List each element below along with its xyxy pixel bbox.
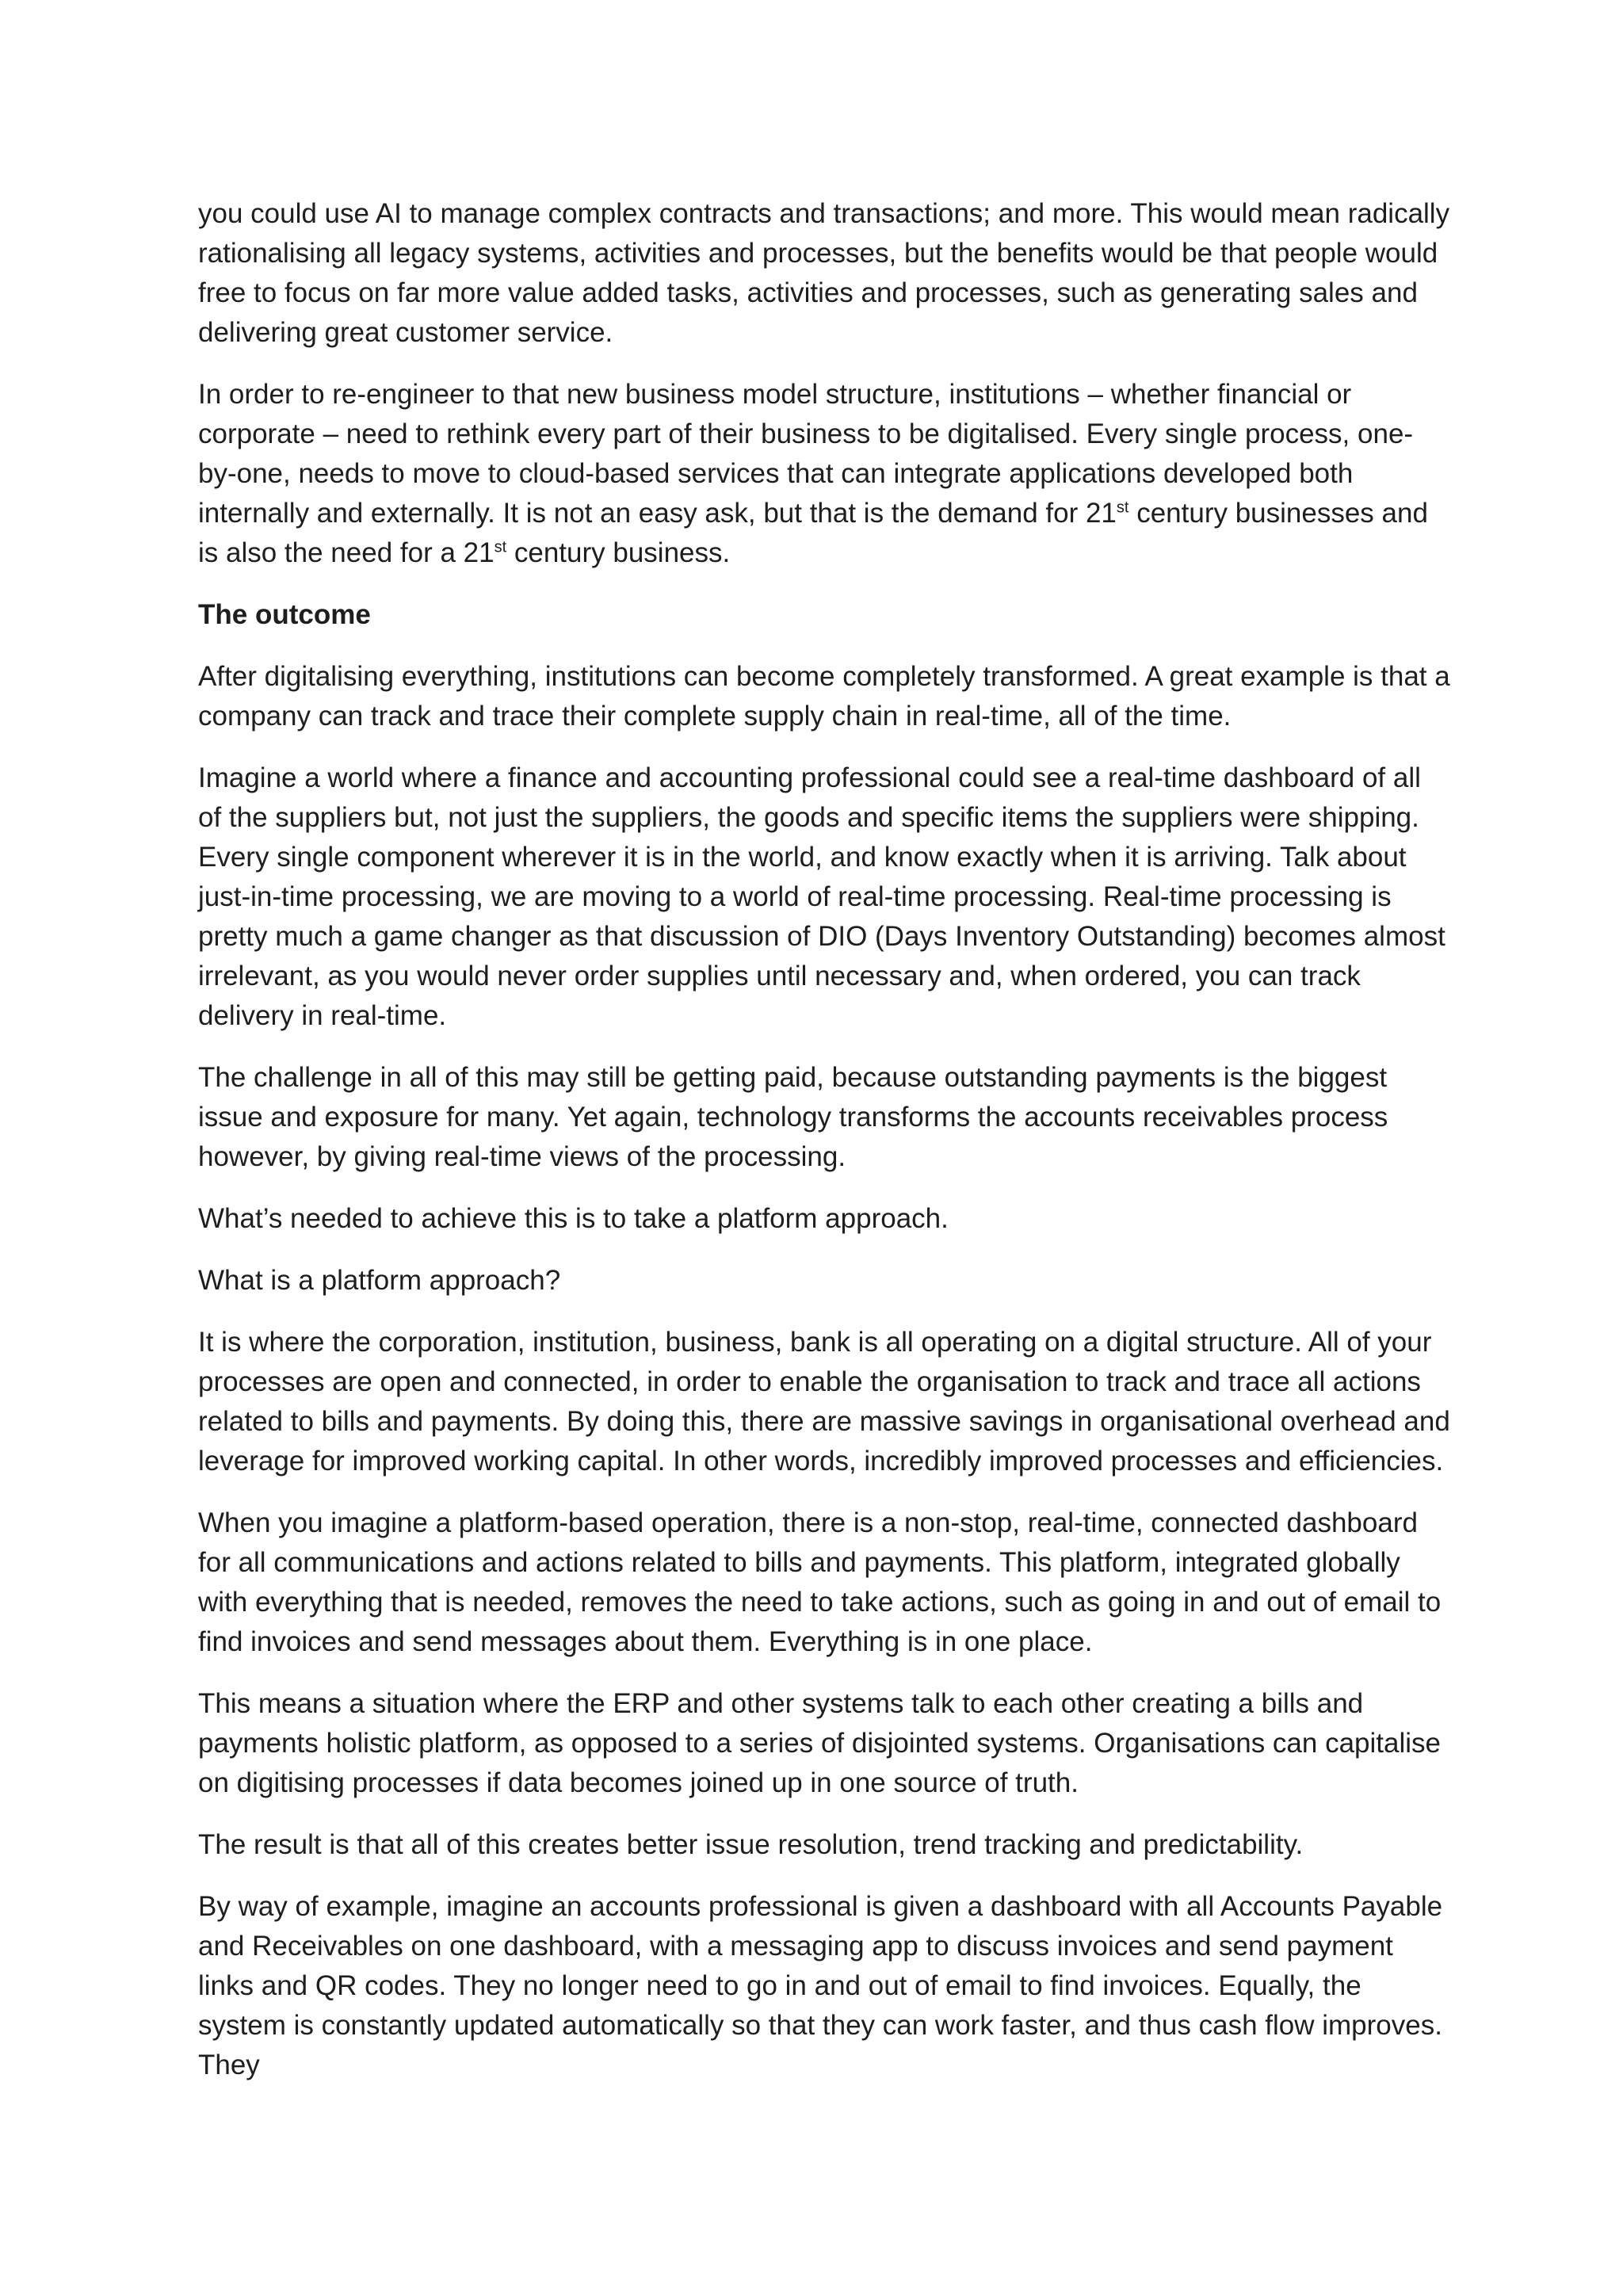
paragraph-result: The result is that all of this creates better issue resolution, trend tracking and predictability. bbox=[198, 1829, 1304, 1860]
paragraph-imagine-world: Imagine a world where a finance and accounting professional could see a real-time dashboard of all of the suppliers but, not just the suppliers, the goods and specific items the suppliers were shipping. Every single component wherever it is in the world, and know exactly when it is arriving. Talk about just-in-time processing, we are moving to a world of real-time processing. Real-time processing is pretty much a game changer as that discussion of DIO (Days Inventory Outstanding) becomes almost irrelevant, as you would never order supplies until necessary and, when ordered, you can track delivery in real-time. bbox=[198, 762, 1445, 1031]
paragraph-reengineer-text-1: In order to re-engineer to that new business model structure, institutions – whether financial or corporate – need to rethink every part of their business to be digitalised. Every single process, one-by-one, needs to move to cloud-based services that can integrate applications developed both internally and externally. It is not an easy ask, but that is the demand for 21 bbox=[198, 379, 1414, 529]
paragraph-example: By way of example, imagine an accounts professional is given a dashboard with all Accounts Payable and Receivables on one dashboard, with a messaging app to discuss invoices and send payment links and QR codes. They no longer need to go in and out of email to find invoices. Equally, the system is constantly updated automatically so that they can work faster, and thus cash flow improves. They bbox=[198, 1891, 1443, 2080]
paragraph-intro: you could use AI to manage complex contracts and transactions; and more. This would mean radically rationalising all legacy systems, activities and processes, but the benefits would be that people would free to focus on far more value added tasks, activities and processes, such as generating sales and delivering great customer service. bbox=[198, 198, 1450, 348]
ordinal-suffix-1: st bbox=[1116, 499, 1129, 517]
paragraph-reengineer bbox=[198, 375, 1450, 573]
paragraph-challenge: The challenge in all of this may still be getting paid, because outstanding payments is the biggest issue and exposure for many. Yet again, technology transforms the accounts receivables process however, by giving real-time views of the processing. bbox=[198, 1062, 1388, 1172]
paragraph-reengineer-text-2: century businesses and is also the need for a 21 bbox=[198, 498, 1428, 568]
paragraph-it-is: It is where the corporation, institution, business, bank is all operating on a digital structure. All of your processes are open and connected, in order to enable the organisation to track and trace all actions related to bills and payments. By doing this, there are massive savings in organisational overhead and leverage for improved working capital. In other words, incredibly improved processes and efficiencies. bbox=[198, 1327, 1450, 1477]
paragraph-platform-question: What is a platform approach? bbox=[198, 1265, 561, 1296]
paragraph-erp: This means a situation where the ERP and other systems talk to each other creating a bills and payments holistic platform, as opposed to a series of disjointed systems. Organisations can capitalise on digitising processes if data becomes joined up in one source of truth. bbox=[198, 1688, 1441, 1798]
document-page bbox=[198, 194, 1450, 2107]
section-heading-outcome: The outcome bbox=[198, 599, 371, 630]
paragraph-platform-operation: When you imagine a platform-based operation, there is a non-stop, real-time, connected dashboard for all communications and actions related to bills and payments. This platform, integrated globally with everything that is needed, removes the need to take actions, such as going in and out of email to find invoices and send messages about them. Everything is in one place. bbox=[198, 1507, 1442, 1657]
ordinal-suffix-2: st bbox=[494, 538, 507, 556]
paragraph-whats-needed: What’s needed to achieve this is to take a platform approach. bbox=[198, 1203, 949, 1234]
paragraph-reengineer-text-3: century business. bbox=[506, 537, 731, 568]
paragraph-after-digitalising: After digitalising everything, institutions can become completely transformed. A great example is that a company can track and trace their complete supply chain in real-time, all of the time. bbox=[198, 661, 1450, 732]
